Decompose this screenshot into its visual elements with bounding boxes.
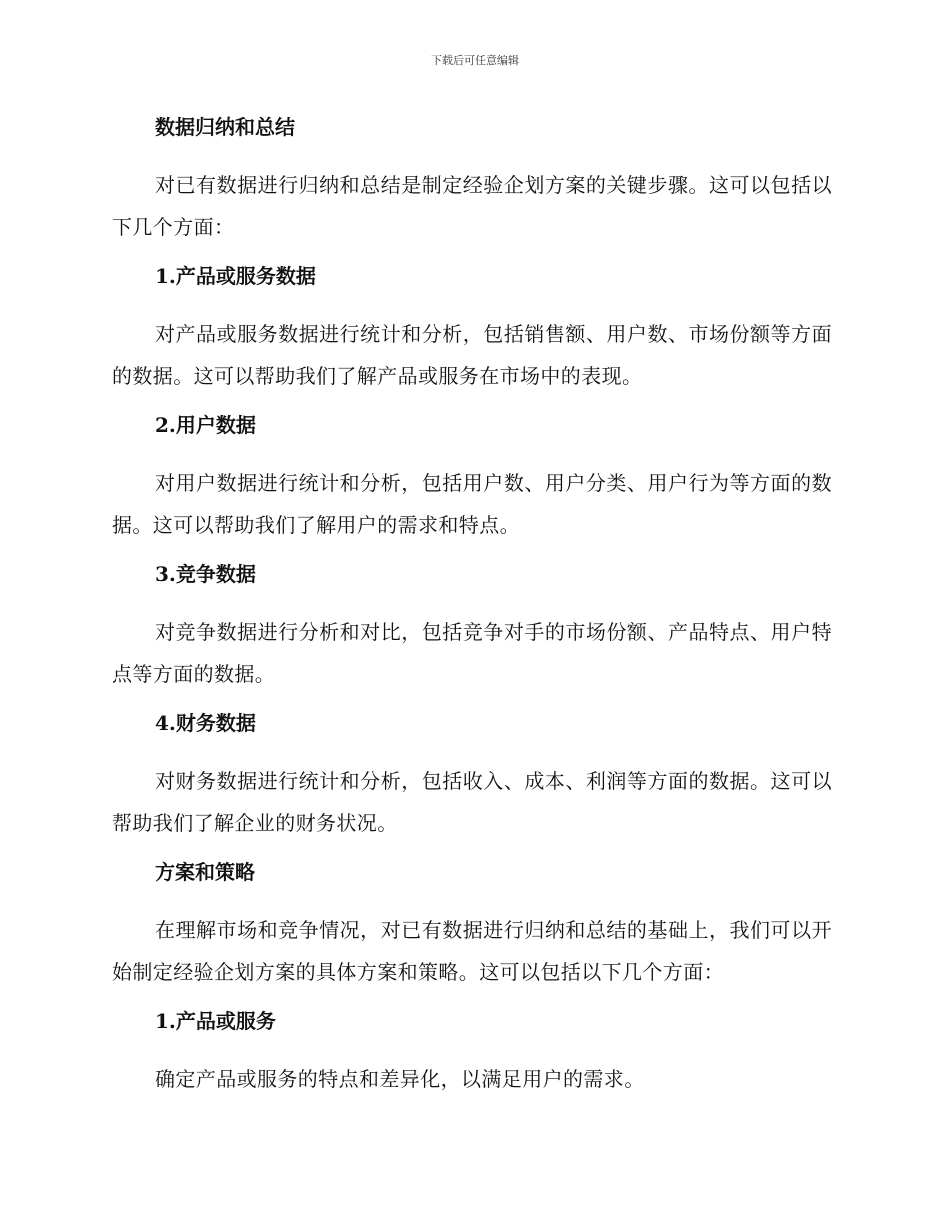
paragraph-plans-strategies-intro: 在理解市场和竞争情况，对已有数据进行归纳和总结的基础上，我们可以开始制定经验企划方案的具体方案和策略。这可以包括以下几个方面： [112, 918, 832, 984]
section-heading-user-data: 2.用户数据 [155, 413, 256, 437]
document-body [112, 112, 832, 1113]
section-heading-data-summary: 数据归纳和总结 [155, 115, 295, 139]
paragraph-user-data: 对用户数据进行统计和分析，包括用户数、用户分类、用户行为等方面的数据。这可以帮助我们了解用户的需求和特点。 [112, 471, 832, 537]
paragraph-product-service: 确定产品或服务的特点和差异化，以满足用户的需求。 [155, 1067, 645, 1091]
paragraph-product-data: 对产品或服务数据进行统计和分析，包括销售额、用户数、市场份额等方面的数据。这可以帮助我们了解产品或服务在市场中的表现。 [112, 322, 832, 388]
section-heading-plans-strategies: 方案和策略 [155, 860, 255, 884]
section-heading-competition-data: 3.竞争数据 [155, 562, 256, 586]
page-header: 下载后可任意编辑 [431, 54, 519, 67]
paragraph-finance-data: 对财务数据进行统计和分析，包括收入、成本、利润等方面的数据。这可以帮助我们了解企业的财务状况。 [112, 769, 832, 835]
section-heading-finance-data: 4.财务数据 [155, 711, 256, 735]
paragraph-data-summary-intro: 对已有数据进行归纳和总结是制定经验企划方案的关键步骤。这可以包括以下几个方面： [112, 173, 832, 239]
section-heading-product-service: 1.产品或服务 [155, 1009, 276, 1033]
paragraph-competition-data: 对竞争数据进行分析和对比，包括竞争对手的市场份额、产品特点、用户特点等方面的数据。 [112, 620, 832, 686]
section-heading-product-data: 1.产品或服务数据 [155, 264, 316, 288]
